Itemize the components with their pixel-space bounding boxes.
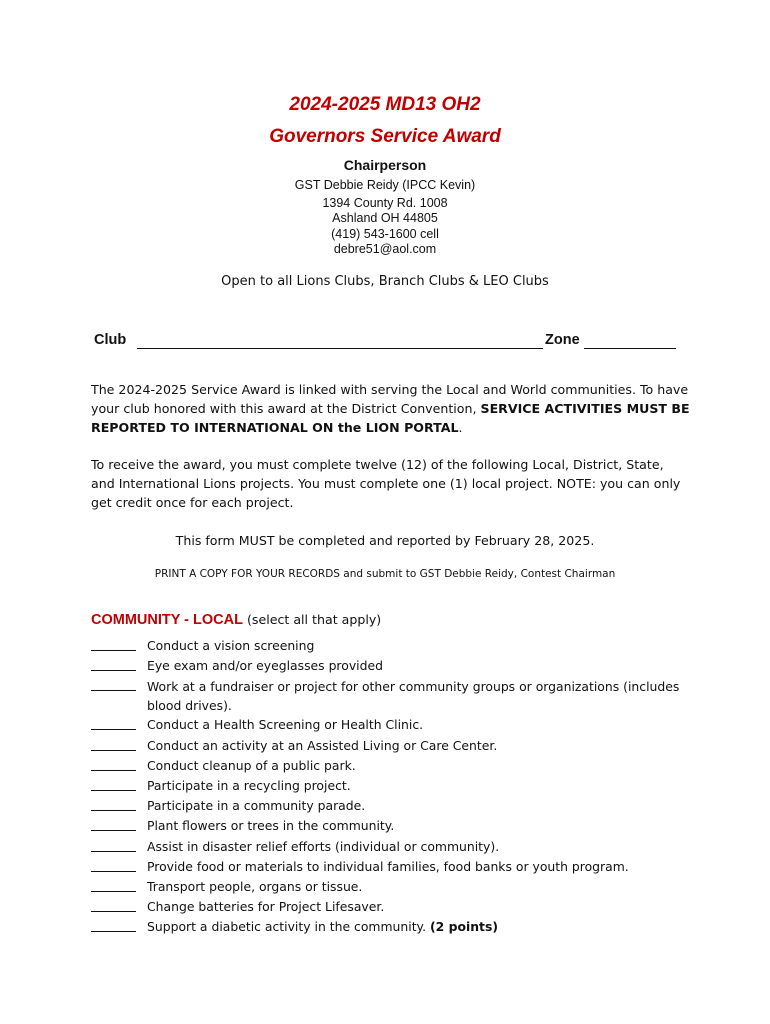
checklist-item-label: Participate in a recycling project. — [147, 778, 351, 794]
checklist-item-label: Conduct a vision screening — [147, 638, 315, 653]
zone-field[interactable] — [584, 348, 676, 349]
club-label: Club — [94, 332, 127, 348]
section-title: COMMUNITY - LOCAL — [91, 612, 243, 628]
contact-block — [0, 178, 770, 258]
section-heading — [91, 612, 381, 628]
award-title: Governors Service Award — [269, 126, 501, 147]
checklist-item — [91, 636, 691, 656]
club-zone-row — [94, 332, 676, 354]
checklist-item — [91, 776, 691, 796]
checklist-item — [91, 816, 691, 836]
checklist-blank[interactable] — [91, 810, 136, 811]
deadline-note: This form MUST be completed and reported by February 28, 2025. — [175, 533, 595, 548]
checklist-item-label: Change batteries for Project Lifesaver. — [147, 899, 385, 915]
checklist-item — [91, 796, 691, 816]
intro-requirement: SERVICE ACTIVITIES MUST BE REPORTED TO INTERNATIONAL ON the LION PORTAL — [91, 401, 690, 435]
chairperson-label: Chairperson — [343, 157, 427, 173]
checklist-item-label: Work at a fundraiser or project for other community groups or organizations (includes blood drives). — [147, 679, 680, 714]
checklist-item-label: Eye exam and/or eyeglasses provided — [147, 658, 383, 674]
contact-phone: (419) 543-1600 cell — [331, 226, 439, 241]
checklist-item — [91, 677, 691, 715]
checklist-blank[interactable] — [91, 750, 136, 751]
checklist-item — [91, 656, 691, 676]
intro-paragraph — [91, 380, 691, 437]
checklist-item-label: Transport people, organs or tissue. — [147, 879, 363, 895]
eligibility-note: Open to all Lions Clubs, Branch Clubs & LEO Clubs — [221, 274, 549, 289]
points-note: (2 points) — [430, 919, 499, 935]
checklist-blank[interactable] — [91, 911, 136, 912]
contact-street: 1394 County Rd. 1008 — [322, 195, 448, 210]
checklist-item-label: Support a diabetic activity in the community. — [147, 919, 430, 935]
checklist-item — [91, 857, 691, 877]
club-name-field[interactable] — [137, 348, 543, 349]
contact-name: GST Debbie Reidy (IPCC Kevin) — [294, 178, 476, 192]
checklist-blank[interactable] — [91, 851, 136, 852]
checklist-blank[interactable] — [91, 871, 136, 872]
zone-label: Zone — [545, 332, 580, 348]
checklist-item-label: Conduct a Health Screening or Health Clinic. — [147, 717, 424, 733]
checklist-item — [91, 837, 691, 857]
award-year-title: 2024-2025 MD13 OH2 — [289, 94, 481, 115]
checklist-item-label: Provide food or materials to individual families, food banks or youth program. — [147, 858, 629, 874]
checklist-item — [91, 756, 691, 776]
checklist-blank[interactable] — [91, 670, 136, 671]
checklist-item-label: Participate in a community parade. — [147, 798, 366, 814]
checklist-item-label: Plant flowers or trees in the community. — [147, 818, 395, 834]
checklist-blank[interactable] — [91, 690, 136, 691]
checklist-item — [91, 715, 691, 735]
checklist-item — [91, 917, 691, 937]
award-requirements-paragraph: To receive the award, you must complete twelve (12) of the following Local, District, State, and International Lions projects. You must complete one (1) local project. NOTE: you can only get credit once for each project. — [91, 457, 681, 510]
contact-city: Ashland OH 44805 — [332, 211, 438, 225]
checklist-blank[interactable] — [91, 650, 136, 651]
checklist-blank[interactable] — [91, 891, 136, 892]
checklist-blank[interactable] — [91, 790, 136, 791]
checklist-blank[interactable] — [91, 931, 136, 932]
section-note: (select all that apply) — [247, 612, 382, 627]
checklist-blank[interactable] — [91, 770, 136, 771]
checklist-item — [91, 736, 691, 756]
checklist-item-label: Conduct an activity at an Assisted Living or Care Center. — [147, 737, 498, 753]
checklist-item — [91, 897, 691, 917]
checklist-item-label: Assist in disaster relief efforts (individual or community). — [147, 838, 500, 854]
contact-email: debre51@aol.com — [333, 242, 437, 256]
activity-checklist — [91, 636, 691, 938]
checklist-blank[interactable] — [91, 830, 136, 831]
intro-period: . — [458, 420, 463, 435]
intro-text: The 2024-2025 Service Award is linked with serving the Local and World communities. To have your club honored with this award at the District Convention, — [91, 382, 689, 416]
checklist-item-label: Conduct cleanup of a public park. — [147, 757, 356, 773]
print-note: PRINT A COPY FOR YOUR RECORDS and submit to GST Debbie Reidy, Contest Chairman — [154, 568, 616, 580]
checklist-blank[interactable] — [91, 729, 136, 730]
checklist-item — [91, 877, 691, 897]
